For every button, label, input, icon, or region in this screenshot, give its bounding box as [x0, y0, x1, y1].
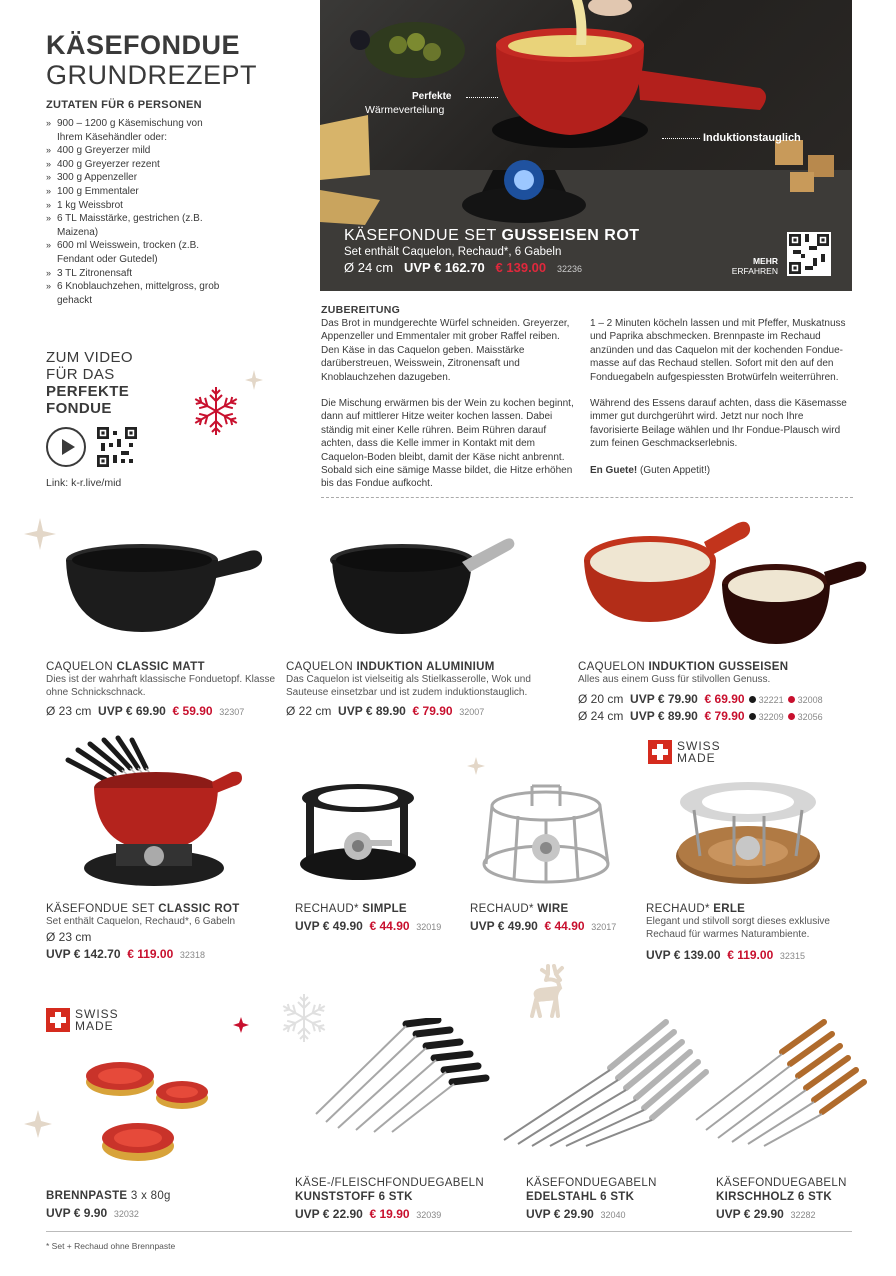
- swiss-made-badge: [648, 740, 721, 764]
- product-rechaud-wire[interactable]: [470, 902, 640, 935]
- preparation-heading: ZUBEREITUNG: [321, 304, 401, 316]
- play-icon: [48, 429, 84, 465]
- swiss-flag-icon: [648, 740, 672, 764]
- video-qr-code[interactable]: [97, 427, 137, 467]
- section-divider: [321, 497, 853, 498]
- swiss-flag-icon: [46, 1008, 70, 1032]
- hero-uvp: UVP € 162.70: [403, 260, 485, 275]
- hero-callout-induction: Induktionstauglich: [703, 132, 801, 144]
- hero-more-line: MEHR: [752, 256, 778, 266]
- product-size: Ø 24 cm: [578, 708, 624, 723]
- product-name-bold: WIRE: [537, 903, 569, 915]
- product-article-number: 32017: [591, 922, 617, 932]
- ingredient-item: » 1 kg Weissbrot: [46, 199, 226, 213]
- product-image-caquelon-induktion-gusseisen: [578, 512, 874, 660]
- hero-callout-heat-text: Wärmeverteilung: [365, 104, 445, 116]
- preparation-closing: (Guten Appetit!): [637, 464, 711, 476]
- product-article-number: 32032: [113, 1209, 139, 1219]
- product-image-brennpaste: [78, 1052, 208, 1172]
- product-name-light: KÄSEFONDUEGABELN: [716, 1177, 847, 1189]
- ingredient-item: » 600 ml Weisswein, trocken (z.B. Fendant oder Gutedel): [46, 239, 226, 266]
- ingredient-item: » 100 g Emmentaler: [46, 185, 226, 199]
- product-name-light: CAQUELON: [286, 661, 357, 673]
- product-image-rechaud-simple: [296, 780, 426, 890]
- product-image-caquelon-induktion-aluminium: [322, 532, 522, 652]
- hero-sale-price: € 139.00: [495, 260, 547, 275]
- product-name-bold: CLASSIC MATT: [116, 661, 205, 673]
- preparation-paragraph: Das Brot in mundgerechte Würfel schneiden. Greyerzer, Appenzeller und Emmentaler mit grober Raffel reiben. Den Käse in das Caquelon geben. Maisstärke darüberstreuen, Weisswein, Zitronensaft und Knoblauchzehen dazugeben.: [321, 318, 570, 383]
- product-uvp: UVP € 29.90: [526, 1207, 594, 1221]
- product-article-number: 32039: [416, 1210, 442, 1220]
- preparation-paragraph: Während des Essens darauf achten, dass die Käsemasse immer gut durchgerührt wird. Jetzt nur noch Ihre favorisierte Beilage wählen und Ihr Fondue-Plausch wird zum feinen Geschmackserlebnis.: [590, 398, 847, 450]
- video-line: FÜR DAS: [46, 366, 115, 383]
- video-line: FONDUE: [46, 400, 112, 417]
- preparation-paragraph: 1 – 2 Minuten köcheln lassen und mit Pfeffer, Muskatnuss und Paprika abschmecken. Brennpaste im Rechaud anzünden und das Caquelon mit der kochenden Fondue- masse auf das Rechaud stellen. Sofort mit den auf den Fonduegabeln aufgespiessten Brotwürfeln weiterrühren.: [590, 318, 846, 383]
- hero-callout-heat-title: Perfekte: [412, 91, 452, 102]
- product-name-light: 3 x 80g: [127, 1190, 171, 1202]
- product-uvp: UVP € 89.90: [630, 708, 698, 723]
- ingredient-item: » 900 – 1200 g Käsemischung von Ihrem Käsehändler oder:: [46, 117, 226, 144]
- product-article-number: 32315: [779, 951, 805, 961]
- product-article-number: 32209: [758, 711, 784, 722]
- product-uvp: UVP € 49.90: [295, 919, 363, 933]
- product-name-light: KÄSEFONDUEGABELN: [526, 1177, 657, 1189]
- color-swatch-black[interactable]: [749, 696, 756, 703]
- product-image-fonduegabeln-edelstahl: [500, 1016, 712, 1150]
- footer-divider: [46, 1231, 852, 1232]
- recipe-title: [46, 30, 306, 90]
- product-name-light: CAQUELON: [578, 661, 649, 673]
- product-sale-price: € 19.90: [369, 1207, 410, 1221]
- product-name-light: RECHAUD*: [646, 903, 714, 915]
- product-article-number: 32221: [758, 694, 784, 705]
- hero-name-bold: GUSSEISEN ROT: [501, 227, 640, 244]
- product-description: Set enthält Caquelon, Rechaud*, 6 Gabeln: [46, 916, 236, 927]
- product-uvp: UVP € 89.90: [338, 704, 406, 718]
- product-name-bold: KUNSTSTOFF 6 STK: [295, 1191, 413, 1203]
- product-article-number: 32019: [416, 922, 442, 932]
- preparation-closing-bold: En Guete!: [590, 464, 638, 476]
- color-swatch-red[interactable]: [788, 696, 795, 703]
- product-size: Ø 22 cm: [286, 704, 332, 718]
- product-name-bold: INDUKTION GUSSEISEN: [648, 661, 789, 673]
- product-article-number: 32007: [459, 707, 485, 717]
- product-article-number: 32008: [797, 694, 823, 705]
- product-sale-price: € 44.90: [544, 919, 585, 933]
- callout-dotted-line: [662, 138, 700, 139]
- product-name-bold: EDELSTAHL 6 STK: [526, 1191, 635, 1203]
- product-name-light: CAQUELON: [46, 661, 117, 673]
- ingredient-item: » 400 g Greyerzer rezent: [46, 158, 226, 172]
- video-line: ZUM VIDEO: [46, 349, 133, 366]
- ingredients-list: [46, 117, 226, 307]
- product-uvp: UVP € 29.90: [716, 1207, 784, 1221]
- swiss-made-line: MADE: [75, 1019, 114, 1033]
- ingredient-item: » 300 g Appenzeller: [46, 171, 226, 185]
- preparation-column-2: [590, 317, 854, 477]
- hero-product-info: [344, 226, 640, 278]
- product-size: Ø 23 cm: [46, 929, 92, 944]
- preparation-column-1: [321, 317, 577, 491]
- star-icon: [22, 516, 58, 552]
- recipe-title-light: GRUNDREZEPT: [46, 60, 258, 90]
- ingredient-item: » 6 TL Maisstärke, gestrichen (z.B. Maizena): [46, 212, 226, 239]
- product-name-bold: CLASSIC ROT: [158, 903, 240, 915]
- product-image-fonduegabeln-kunststoff: [312, 1018, 494, 1134]
- hero-callout-heat: [412, 91, 451, 103]
- product-article-number: 32282: [790, 1210, 816, 1220]
- video-block: [46, 349, 133, 417]
- product-name-light: KÄSEFONDUE SET: [46, 903, 159, 915]
- product-sale-price: € 69.90: [704, 691, 745, 706]
- hero-description: Set enthält Caquelon, Rechaud*, 6 Gabeln: [344, 246, 562, 258]
- product-fonduegabeln-edelstahl[interactable]: [526, 1176, 706, 1223]
- product-caquelon-classic-matt[interactable]: [46, 660, 276, 720]
- product-uvp: UVP € 79.90: [630, 691, 698, 706]
- product-fonduegabeln-kirschholz[interactable]: [716, 1176, 886, 1223]
- product-article-number: 32318: [179, 949, 205, 960]
- product-rechaud-erle[interactable]: [646, 902, 861, 964]
- product-name-light: RECHAUD*: [470, 903, 538, 915]
- product-name-bold: SIMPLE: [362, 903, 407, 915]
- product-description: Das Caquelon ist vielseitig als Stielkasserolle, Wok und Sauteuse einsetzbar und ist zudem induktionstauglich.: [286, 674, 531, 698]
- color-swatch-red[interactable]: [788, 713, 795, 720]
- product-image-fondue-set-classic-rot: [56, 732, 246, 902]
- product-name-bold: BRENNPASTE: [46, 1190, 128, 1202]
- product-description: Elegant und stilvoll sorgt dieses exklusive Rechaud für warmes Naturambiente.: [646, 916, 830, 940]
- hero-more-line: ERFAHREN: [731, 266, 778, 276]
- product-image-fonduegabeln-kirschholz: [690, 1016, 870, 1150]
- product-description: Alles aus einem Guss für stilvollen Genuss.: [578, 674, 771, 685]
- product-size: Ø 23 cm: [46, 704, 92, 718]
- product-sale-price: € 119.00: [727, 948, 774, 962]
- product-rechaud-simple[interactable]: [295, 902, 465, 935]
- swiss-made-line: SWISS: [75, 1007, 119, 1021]
- product-name-bold: KIRSCHHOLZ 6 STK: [716, 1191, 832, 1203]
- color-swatch-black[interactable]: [749, 713, 756, 720]
- swiss-made-line: MADE: [677, 751, 716, 765]
- snowflake-icon: [188, 383, 244, 439]
- swiss-made-line: SWISS: [677, 739, 721, 753]
- hero-name-light: KÄSEFONDUE SET: [344, 227, 502, 244]
- product-article-number: 32056: [797, 711, 823, 722]
- product-uvp: UVP € 22.90: [295, 1207, 363, 1221]
- star-icon: [244, 369, 264, 391]
- product-size: Ø 20 cm: [578, 691, 624, 706]
- product-name-bold: INDUKTION ALUMINIUM: [356, 661, 495, 673]
- product-image-rechaud-wire: [478, 776, 618, 892]
- product-image-caquelon-classic-matt: [60, 532, 270, 652]
- ingredient-item: » 400 g Greyerzer mild: [46, 144, 226, 158]
- product-fonduegabeln-kunststoff[interactable]: [295, 1176, 515, 1223]
- product-sale-price: € 119.00: [127, 946, 174, 961]
- qr-code-icon: [789, 234, 829, 274]
- play-video-button[interactable]: [46, 427, 86, 467]
- product-sale-price: € 44.90: [369, 919, 410, 933]
- product-sale-price: € 79.90: [412, 704, 453, 718]
- product-image-rechaud-erle: [674, 776, 824, 896]
- product-sale-price: € 59.90: [172, 704, 213, 718]
- product-name-bold: ERLE: [713, 903, 746, 915]
- product-article-number: 32040: [600, 1210, 626, 1220]
- ingredients-heading: ZUTATEN FÜR 6 PERSONEN: [46, 99, 202, 111]
- hero-qr-code[interactable]: [787, 232, 831, 276]
- product-uvp: UVP € 9.90: [46, 1206, 108, 1220]
- star-icon: [22, 1108, 54, 1140]
- product-uvp: UVP € 142.70: [46, 946, 121, 961]
- product-uvp: UVP € 49.90: [470, 919, 538, 933]
- product-description: Dies ist der wahrhaft klassische Fonduetopf. Klasse ohne Schnickschnack.: [46, 674, 275, 698]
- hero-article-number: 32236: [556, 264, 583, 274]
- product-brennpaste[interactable]: [46, 1189, 276, 1222]
- recipe-title-bold: KÄSEFONDUE: [46, 30, 241, 60]
- reindeer-icon: [526, 962, 576, 1020]
- product-article-number: 32307: [219, 707, 245, 717]
- product-name-light: RECHAUD*: [295, 903, 363, 915]
- footnote: * Set + Rechaud ohne Brennpaste: [46, 1241, 176, 1251]
- ingredient-item: » 6 Knoblauchzehen, mittelgross, grob gehackt: [46, 280, 226, 307]
- star-icon: [466, 756, 486, 776]
- product-sale-price: € 79.90: [704, 708, 745, 723]
- preparation-paragraph: Die Mischung erwärmen bis der Wein zu kochen beginnt, dann auf mittlerer Hitze weiter kochen lassen. Dabei ständig mit einer Kelle rühren. Beim Rühren darauf achten, dass die Kelle immer in Kontakt mit dem Caquelon-Boden bleibt, damit der Käse nicht anbrennt. Sobald sich eine sämige Masse bildet, die Hitze erhöhen bis das Fondue aufkocht.: [321, 398, 574, 490]
- hero-more-link[interactable]: [726, 256, 778, 276]
- swiss-made-badge: [46, 1008, 119, 1032]
- product-caquelon-induktion-aluminium[interactable]: [286, 660, 566, 720]
- video-line: PERFEKTE: [46, 383, 130, 400]
- hero-size: Ø 24 cm: [344, 260, 394, 275]
- product-caquelon-induktion-gusseisen[interactable]: [578, 660, 878, 725]
- qr-code-icon: [97, 427, 137, 467]
- callout-dotted-line: [466, 97, 498, 98]
- product-uvp: UVP € 69.90: [98, 704, 166, 718]
- product-uvp: UVP € 139.00: [646, 948, 721, 962]
- product-fondue-set-classic-rot[interactable]: [46, 902, 276, 963]
- product-name-light: KÄSE-/FLEISCHFONDUEGABELN: [295, 1177, 484, 1189]
- ingredient-item: » 3 TL Zitronensaft: [46, 267, 226, 281]
- star-icon: [232, 1016, 250, 1034]
- video-link[interactable]: Link: k-r.live/mid: [46, 477, 122, 489]
